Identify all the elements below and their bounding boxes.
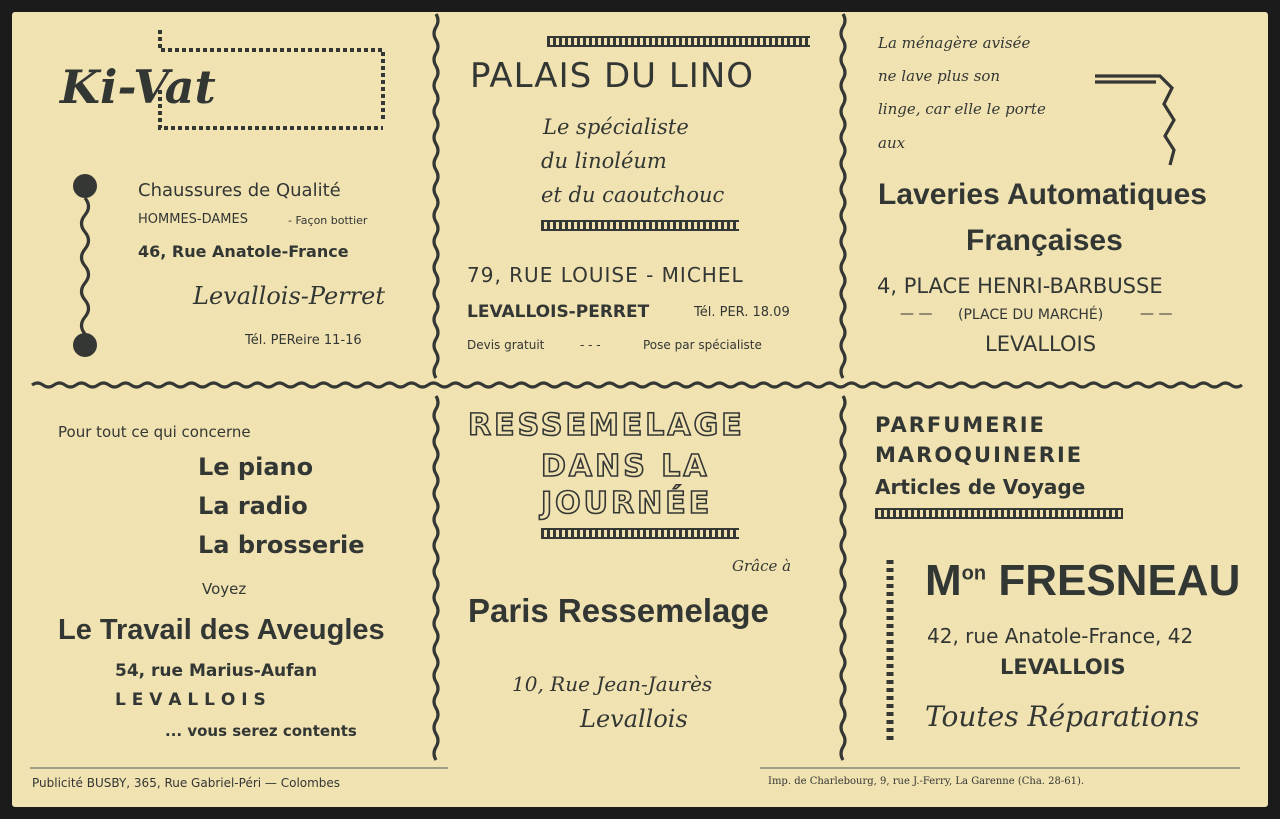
ressemelage-city: Levallois [580,705,688,733]
kivat-address: 46, Rue Anatole-France [138,242,349,261]
vertical-divider-right-top [841,14,845,378]
lino-title: PALAIS DU LINO [470,56,755,96]
piano-closing: ... vous serez contents [165,722,357,740]
kivat-line2b: - Façon bottier [288,214,368,227]
horizontal-divider [32,383,1242,387]
laverie-place: (PLACE DU MARCHÉ) [958,307,1104,323]
ressemelage-address: 10, Rue Jean-Jaurès [512,672,713,696]
lino-tagline-2: du linoléum [541,149,667,173]
laverie-city: LEVALLOIS [985,332,1097,356]
fresneau-city: LEVALLOIS [1000,655,1126,679]
lino-city: LEVALLOIS-PERRET [467,302,650,322]
fresneau-prefix-sup: on [961,562,987,585]
piano-item-3: La brosserie [198,531,365,559]
kivat-line2a: HOMMES-DAMES [138,212,248,227]
kivat-logo: Ki-Vat [60,60,216,114]
lino-pose: Pose par spécialiste [643,338,762,352]
kivat-dot-top [73,174,97,198]
parfumerie-line-3: Articles de Voyage [875,475,1086,499]
lino-devis: Devis gratuit [467,338,545,352]
piano-intro: Pour tout ce qui concerne [58,423,251,441]
laverie-dash-right: — — [1140,306,1173,322]
laverie-address: 4, PLACE HENRI-BARBUSSE [877,274,1163,298]
piano-city: L E V A L L O I S [115,690,266,710]
vertical-divider-left-bottom [434,396,438,760]
piano-item-2: La radio [198,492,308,520]
laverie-dash-left: — — [900,306,933,322]
kivat-phone: Tél. PEReire 11-16 [245,333,362,348]
laverie-name-1: Laveries Automatiques [878,178,1207,211]
footer-left: Publicité BUSBY, 365, Rue Gabriel-Péri — Colombes [32,776,341,790]
lino-separator: - - - [580,338,601,352]
laverie-ornament [1095,76,1174,165]
fresneau-name [925,556,1240,606]
parfumerie-line-2: MAROQUINERIE [875,443,1084,467]
parfumerie-line-1: PARFUMERIE [875,413,1046,437]
laverie-name-2: Françaises [966,224,1123,257]
laverie-intro-4: aux [878,134,906,152]
ressemelage-line-3: JOURNÉE [541,486,713,521]
lino-phone: Tél. PER. 18.09 [694,305,790,320]
fresneau-prefix: M [925,556,962,605]
fresneau-surname: FRESNEAU [998,556,1241,605]
parfumerie-stripe [875,508,1123,519]
laverie-intro-2: ne lave plus son [878,67,1001,85]
piano-address: 54, rue Marius-Aufan [115,661,318,681]
kivat-line1: Chaussures de Qualité [138,180,341,201]
ressemelage-line-2: DANS LA [541,449,710,484]
laverie-intro-1: La ménagère avisée [878,34,1031,52]
vertical-divider-right-bottom [841,396,845,760]
fresneau-repairs: Toutes Réparations [925,700,1200,733]
lino-tagline-1: Le spécialiste [543,115,689,139]
kivat-dot-bottom [73,333,97,357]
lino-stripe-bottom [541,220,739,231]
piano-voyez: Voyez [202,580,247,598]
laverie-intro-3: linge, car elle le porte [878,100,1046,118]
vertical-divider-left-top [434,14,438,378]
piano-name: Le Travail des Aveugles [58,614,385,646]
ressemelage-grace: Grâce à [732,557,792,575]
ressemelage-line-1: RESSEMELAGE [468,408,745,443]
ressemelage-stripe [541,528,739,539]
lino-address: 79, RUE LOUISE - MICHEL [467,263,744,287]
footer-right: Imp. de Charlebourg, 9, rue J.-Ferry, La Garenne (Cha. 28-61). [768,776,1085,787]
kivat-vertical-ornament [82,198,89,334]
ressemelage-name: Paris Ressemelage [468,592,769,629]
piano-item-1: Le piano [198,453,314,481]
kivat-city: Levallois-Perret [193,282,385,310]
fresneau-address: 42, rue Anatole-France, 42 [927,624,1194,648]
lino-tagline-3: et du caoutchouc [541,183,725,207]
lino-stripe-top [547,36,810,47]
